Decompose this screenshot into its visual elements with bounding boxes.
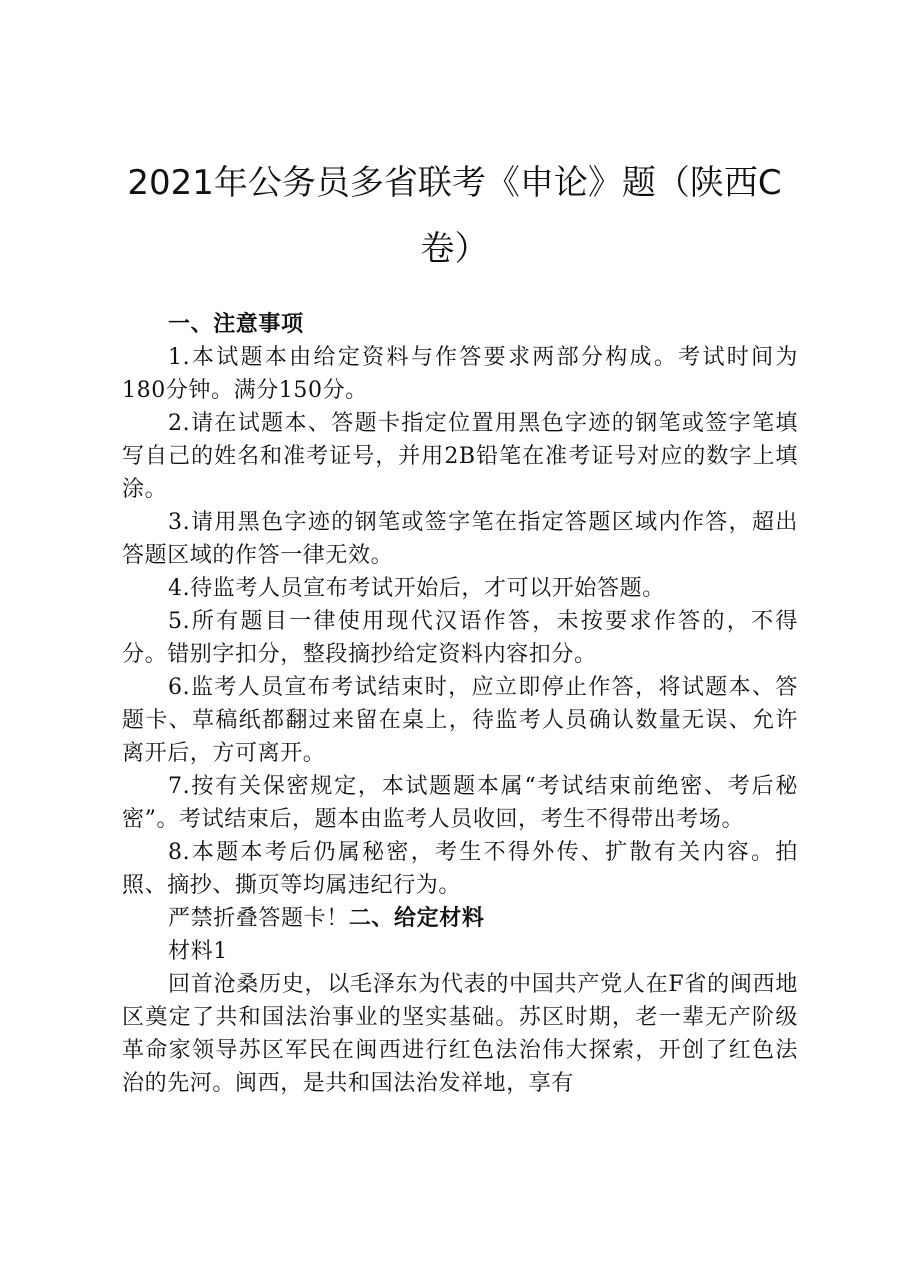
notice-item: 4.待监考人员宣布考试开始后，才可以开始答题。 bbox=[168, 576, 665, 601]
document-title-line-2: 卷） bbox=[420, 229, 489, 269]
document-body bbox=[122, 308, 798, 1100]
section-heading-materials: 二、给定材料 bbox=[348, 906, 485, 931]
notice-item: 6.监考人员宣布考试结束时，应立即停止作答，将试题本、答题卡、草稿纸都翻过来留在桌上，待监考人员确认数量无误、允许离开后，方可离开。 bbox=[122, 675, 798, 766]
answer-card-warning: 严禁折叠答题卡！ bbox=[168, 906, 349, 931]
notice-item: 8.本题本考后仍属秘密，考生不得外传、扩散有关内容。拍照、摘抄、撕页等均属违纪行为。 bbox=[122, 840, 798, 898]
notice-item: 3.请用黑色字迹的钢笔或签字笔在指定答题区域内作答，超出答题区域的作答一律无效。 bbox=[122, 510, 798, 568]
notice-item: 5.所有题目一律使用现代汉语作答，未按要求作答的，不得分。错别字扣分，整段摘抄给定资料内容扣分。 bbox=[122, 609, 798, 667]
notice-item: 1.本试题本由给定资料与作答要求两部分构成。考试时间为180分钟。满分150分。 bbox=[122, 345, 798, 403]
warning-line bbox=[122, 902, 798, 935]
notice-item: 7.按有关保密规定，本试题题本属“考试结束前绝密、考后秘密”。考试结束后，题本由监考人员收回，考生不得带出考场。 bbox=[122, 774, 798, 832]
document-title-line-1: 2021年公务员多省联考《申论》题（陕西C bbox=[127, 163, 782, 203]
section-heading-notes: 一、注意事项 bbox=[168, 312, 304, 337]
notice-item: 2.请在试题本、答题卡指定位置用黑色字迹的钢笔或签字笔填写自己的姓名和准考证号，并用2B铅笔在准考证号对应的数字上填涂。 bbox=[122, 411, 798, 502]
material-label: 材料1 bbox=[168, 939, 228, 964]
material-paragraph: 回首沧桑历史，以毛泽东为代表的中国共产党人在F省的闽西地区奠定了共和国法治事业的坚实基础。苏区时期，老一辈无产阶级革命家领导苏区军民在闽西进行红色法治伟大探索，开创了红色法治的先河。闽西，是共和国法治发祥地，享有 bbox=[122, 972, 798, 1096]
